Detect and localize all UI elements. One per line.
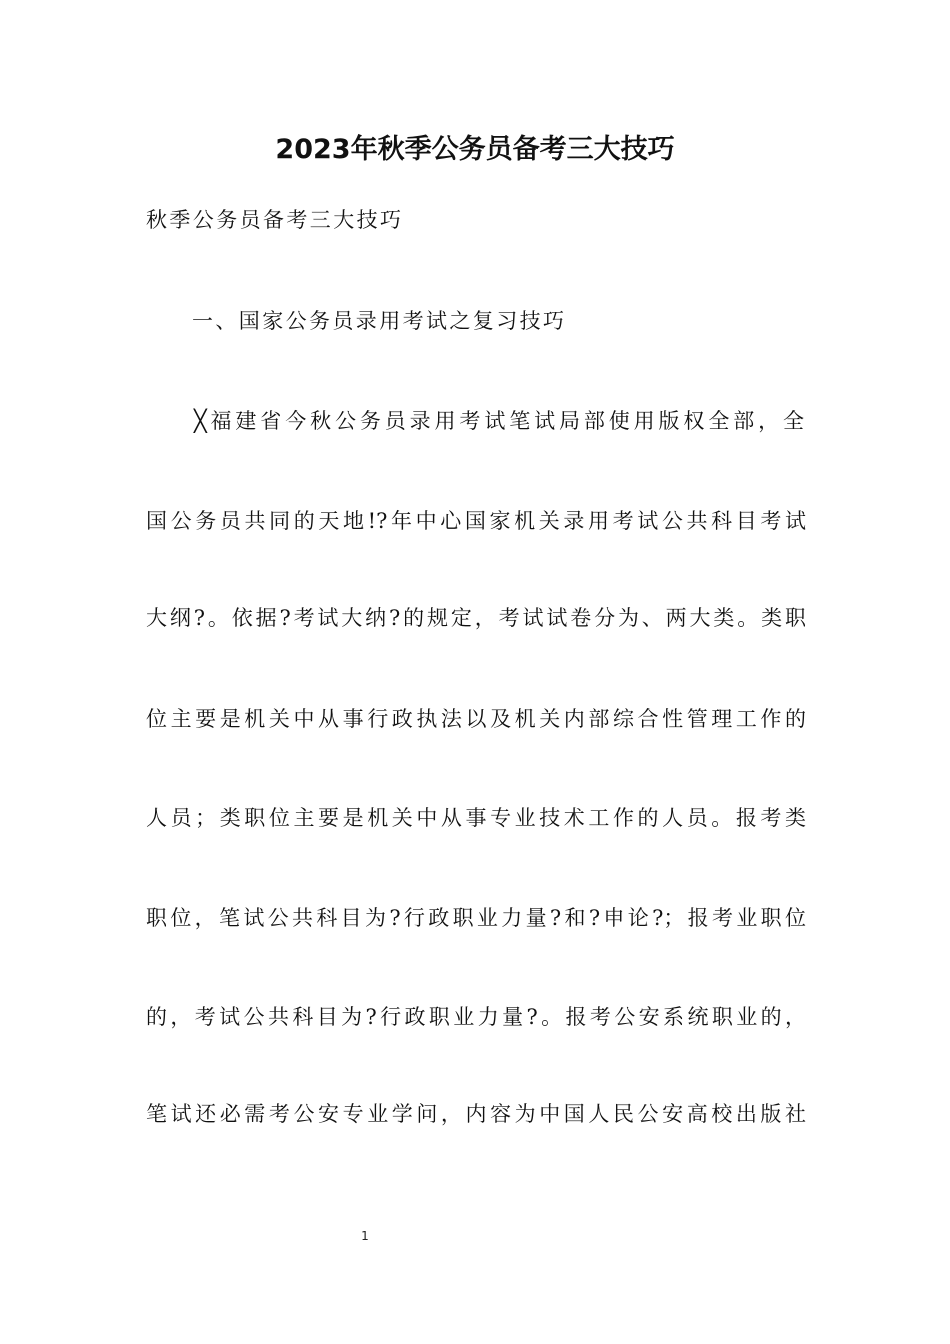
document-title: 2023年秋季公务员备考三大技巧 (275, 134, 675, 165)
section-heading: 一、国家公务员录用考试之复习技巧 (192, 309, 567, 333)
body-line: 国公务员共同的天地!?年中心国家机关录用考试公共科目考试 (146, 509, 806, 533)
body-line: 职位，笔试公共科目为?行政职业力量?和?申论?；报考业职位 (146, 906, 806, 930)
document-subtitle: 秋季公务员备考三大技巧 (146, 208, 404, 232)
body-line: 笔试还必需考公安专业学问，内容为中国人民公安高校出版社 (146, 1102, 806, 1126)
body-line: 位主要是机关中从事行政执法以及机关内部综合性管理工作的 (146, 707, 806, 731)
body-line: 人员；类职位主要是机关中从事专业技术工作的人员。报考类 (146, 806, 806, 830)
body-line: 大纲?。依据?考试大纳?的规定，考试试卷分为、两大类。类职 (146, 606, 806, 630)
body-line: 的，考试公共科目为?行政职业力量?。报考公安系统职业的， (146, 1005, 806, 1029)
body-line: ╳福建省今秋公务员录用考试笔试局部使用版权全部，全 (194, 409, 804, 433)
page-number: 1 (361, 1229, 369, 1243)
